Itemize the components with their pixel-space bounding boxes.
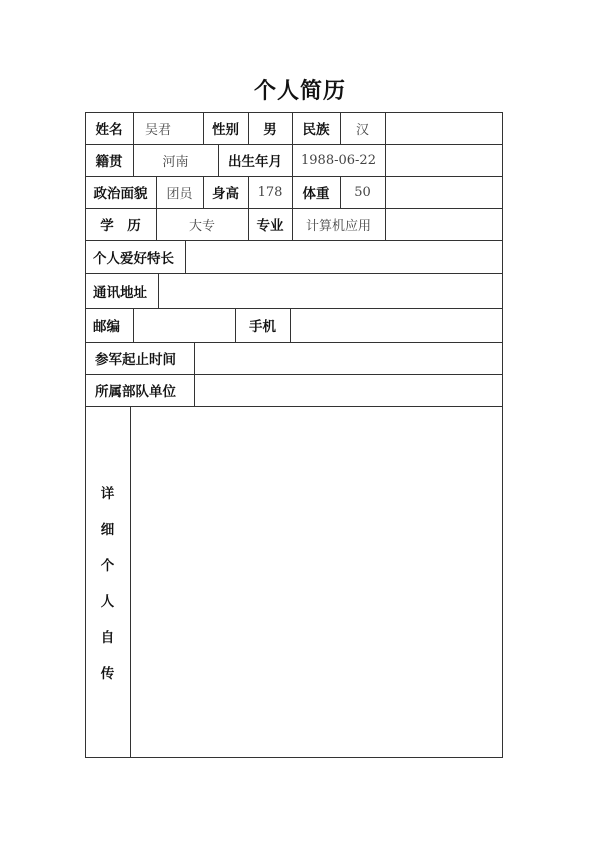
- unit-field[interactable]: [194, 374, 503, 406]
- name-label: 姓名: [95, 122, 123, 138]
- birth-label: 出生年月: [228, 154, 282, 170]
- education-label: 学 历: [100, 218, 141, 234]
- education-value[interactable]: 大专: [188, 218, 215, 234]
- autobiography-label-char: 人: [100, 594, 115, 610]
- major-value[interactable]: 计算机应用: [305, 218, 371, 234]
- native-place-value[interactable]: 河南: [162, 154, 189, 170]
- postcode-label: 邮编: [93, 319, 120, 335]
- address-field[interactable]: [158, 273, 503, 308]
- ethnicity-value[interactable]: 汉: [355, 122, 369, 138]
- birth-value[interactable]: 1988-06-22: [301, 152, 376, 168]
- autobiography-label-char: 详: [100, 486, 115, 502]
- height-value[interactable]: 178: [257, 184, 283, 200]
- major-label: 专业: [256, 218, 284, 234]
- address-label: 通讯地址: [93, 284, 147, 301]
- autobiography-label-char: 个: [100, 558, 115, 574]
- ethnicity-label: 民族: [302, 122, 330, 138]
- autobiography-label-char: 传: [100, 666, 115, 682]
- weight-value[interactable]: 50: [354, 184, 371, 200]
- unit-label: 所属部队单位: [95, 384, 176, 400]
- autobiography-label: [85, 406, 130, 758]
- autobiography-label-char: 细: [100, 522, 115, 538]
- service-period-field[interactable]: [194, 342, 503, 374]
- postcode-field[interactable]: [133, 308, 235, 342]
- political-status-label: 政治面貌: [93, 186, 148, 202]
- hobby-field[interactable]: [185, 240, 503, 273]
- autobiography-label-char: 自: [100, 630, 115, 646]
- native-place-label: 籍贯: [95, 154, 123, 170]
- mobile-field[interactable]: [290, 308, 503, 342]
- service-period-label: 参军起止时间: [95, 352, 176, 368]
- gender-value[interactable]: 男: [263, 122, 277, 138]
- gender-label: 性别: [212, 122, 239, 138]
- height-label: 身高: [212, 186, 239, 202]
- weight-label: 体重: [302, 186, 330, 202]
- name-value[interactable]: 吴君: [144, 122, 171, 138]
- column-divider: [385, 112, 386, 240]
- political-status-value[interactable]: 团员: [166, 186, 193, 202]
- mobile-label: 手机: [249, 319, 276, 335]
- autobiography-field[interactable]: [130, 406, 503, 758]
- page-title: 个人简历: [253, 79, 346, 104]
- hobby-label: 个人爱好特长: [93, 250, 174, 267]
